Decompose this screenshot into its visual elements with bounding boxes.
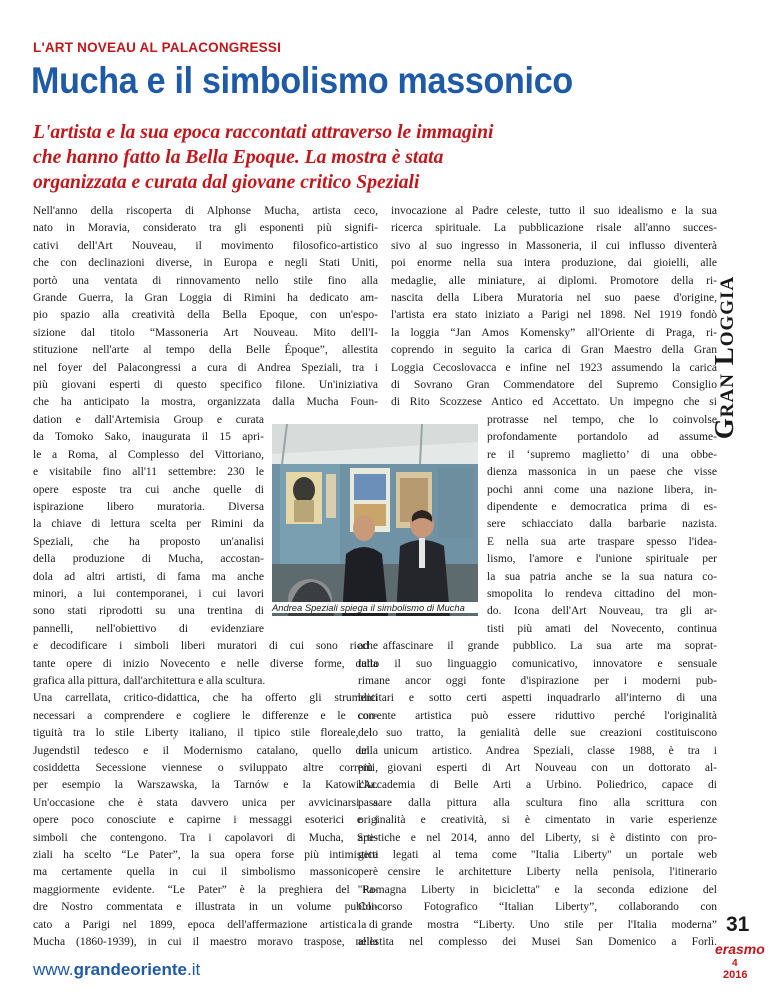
- text-line: del suo tratto, la genialità delle sue creazioni costituiscono: [358, 727, 717, 740]
- text-line: maggiormente evidente. “Le Pater” è la preghiera del Pa-: [33, 883, 378, 896]
- text-line: Concorso Fotografico “Italian Liberty”, collaborando con: [358, 901, 717, 914]
- text-line: necessari a comprendere e cogliere le differenze e le con-: [33, 709, 378, 722]
- page-number: 31: [726, 913, 750, 936]
- text-line: ma certamente quella in cui il simbolismo massonico è: [33, 866, 378, 879]
- text-line: simboli che contengono. Tra i capolavori di Mucha, Spe-: [33, 831, 378, 844]
- article-column-1: [33, 203, 378, 951]
- text-line: cosiddetta Secessione viennese o sviluppato altre correnti,: [33, 762, 378, 774]
- website-link[interactable]: [33, 960, 200, 980]
- text-line: le a Roma, al Complesso del Vittoriano,: [33, 448, 264, 461]
- text-line: per censire le architetture Liberty nella penisola, l'itinerario: [358, 866, 717, 879]
- text-line: passare dalla pittura alla scultura fino alla scrittura con: [358, 796, 717, 809]
- text-line: pochi anni come una nazione libera, in-: [487, 483, 717, 496]
- text-line: della produzione di Mucha, accostan-: [33, 553, 264, 566]
- text-line: cato a Parigi nel 1899, epoca dell'affermazione artistica di: [33, 918, 378, 931]
- text-line: tiguità tra lo stile Liberty italiano, il tipico stile floreale, lo: [33, 727, 378, 740]
- text-line: Un'occasione che è stata davvero unica per avvicinarsi a: [33, 796, 378, 809]
- text-line: medaglie, alle miniature, ai diplomi. Promotore della ri-: [391, 274, 717, 287]
- text-line: che ha anticipato la mostra, organizzata dalla Mucha Foun-: [33, 396, 378, 409]
- text-line: e visitabile fino all'11 settembre: 230 le: [33, 466, 264, 479]
- text-line: da Tomoko Sako, inaugurata il 15 apri-: [33, 431, 264, 444]
- text-line: Speziali, che ha proposto un'analisi: [33, 535, 264, 548]
- text-line: la chiave di lettura scelta per Rimini da: [33, 518, 264, 531]
- text-line: sivo al suo ingresso in Massoneria, il cui influsso diventerà: [391, 239, 717, 252]
- text-line: sere schiacciato dalla barbarie nazista.: [487, 518, 717, 531]
- text-line: pannelli, nell'obiettivo di evidenziare: [33, 622, 264, 635]
- text-line: Nell'anno della riscoperta di Alphonse Mucha, artista ceco,: [33, 205, 378, 217]
- text-line: allestita nel complesso dei Musei San Domenico a Forlì.: [358, 936, 717, 949]
- text-line: che con declinazioni diverse, in Europa e negli Stati Uniti,: [33, 257, 378, 270]
- text-line: tutto il suo linguaggio comunicativo, innovatore e sensuale: [358, 657, 717, 670]
- text-line: rimane ancor oggi fonte d'ispirazione per i moderni pub-: [358, 674, 717, 687]
- text-line: opere esposte tra cui anche quelle di: [33, 483, 264, 496]
- text-line: pio spazio alla creatività della Bella Epoque, con un'espo-: [33, 309, 378, 322]
- text-line: ricerca spirituale. La pubblicazione risale all'anno succes-: [391, 222, 717, 235]
- text-line: l'Accademia di Belle Arti a Urbino. Poliedrico, capace di: [358, 779, 717, 792]
- site-name: grandeoriente: [73, 960, 187, 979]
- text-line: per esempio la Warszawska, la Tarnów e la Katowicka.: [33, 779, 378, 792]
- text-line: grafica alla pittura, dall'architettura e alla scultura.: [33, 674, 266, 687]
- text-line: originalità e creatività, si è cimentato in varie esperienze: [358, 814, 717, 827]
- text-line: un unicum artistico. Andrea Speziali, classe 1988, è tra i: [358, 744, 717, 757]
- text-line: ispirazione libero muratoria. Diversa: [33, 500, 264, 513]
- text-line: dation e dall'Artemisia Group e curata: [33, 413, 264, 426]
- text-line: sono stati riprodotti su una trentina di: [33, 605, 264, 618]
- text-line: Una carrellata, critico-didattica, che ha offerto gli strumenti: [33, 692, 378, 705]
- text-line: profondamente portandolo ad assume-: [487, 431, 717, 444]
- text-line: do. Icona dell'Art Nouveau, tra gli ar-: [487, 605, 717, 618]
- issue-year: 2016: [723, 969, 748, 981]
- text-line: ''Romagna Liberty in bicicletta'' e la seconda edizione del: [358, 883, 717, 896]
- magazine-logo: erasmo: [715, 941, 765, 957]
- text-line: Mucha (1860-1939), in cui il maestro moravo traspose, nella: [33, 936, 378, 949]
- photo-caption: Andrea Speziali spiega il simbolismo di Mucha: [272, 602, 478, 613]
- subtitle: [33, 120, 643, 195]
- text-line: cativi dell'Art Nouveau, il movimento filosofico-artistico: [33, 239, 378, 252]
- text-line: portò una ventata di rinnovamento nello stile fino alla: [33, 274, 378, 287]
- text-line: Jugendstil tedesco e il Modernismo catalano, quello della: [33, 744, 378, 757]
- text-line: tisti più amati del Novecento, continua: [487, 622, 717, 635]
- text-line: ad affascinare il grande pubblico. La sua arte ma soprat-: [358, 640, 717, 653]
- subtitle-line: organizzata e curata dal giovane critico Speziali: [33, 172, 420, 193]
- text-line: dre Nostro commentata e illustrata in un volume pubbli-: [33, 901, 378, 914]
- text-line: protrasse nel tempo, che lo coinvolse: [487, 413, 717, 426]
- text-line: tante opere di inizio Novecento e nelle diverse forme, dalla: [33, 657, 378, 670]
- text-line: E nella sua arte traspare spesso l'idea-: [487, 535, 717, 548]
- text-line: più giovani esperti di Art Nouveau con un dottorato al-: [358, 762, 717, 774]
- text-line: artistiche e nel 2014, anno del Liberty, si è distinto con pro-: [358, 831, 717, 844]
- text-line: dipendente e democratica prima di es-: [487, 500, 717, 513]
- section-label-text: Gran Loggia: [709, 275, 739, 440]
- text-line: nel foyer del Palacongressi a cura di Andrea Speziali, tra i: [33, 361, 378, 374]
- text-line: minori, a lui contemporanei, i cui lavori: [33, 587, 264, 600]
- text-line: più giovani esperti di questo specifico filone. Un'iniziativa: [33, 379, 378, 392]
- subtitle-line: L'artista e la sua epoca raccontati attraverso le immagini: [33, 122, 494, 143]
- text-line: di Rito Scozzese Antico ed Accettato. Un impegno che si: [391, 396, 717, 409]
- text-line: getti legati al tema come ''Italia Liberty'' un portale web: [358, 849, 717, 862]
- text-line: nascita della Libera Muratoria nel suo paese d'origine,: [391, 292, 717, 305]
- text-line: di Sovrano Gran Commendatore del Supremo Consiglio: [391, 379, 717, 392]
- kicker: L'ART NOVEAU AL PALACONGRESSI: [33, 40, 282, 55]
- text-line: Grande Guerra, la Gran Loggia di Rimini ha dedicato am-: [33, 292, 378, 305]
- text-line: Loggia Cecoslovacca e infine nel 1923 assumendo la carica: [391, 361, 717, 374]
- text-line: blicitari e sotto certi aspetti inquadrarlo all'interno di una: [358, 692, 717, 705]
- text-line: e decodificare i simboli liberi muratori di cui sono ricche: [33, 640, 378, 653]
- text-line: invocazione al Padre celeste, tutto il suo idealismo e la sua: [391, 205, 717, 217]
- text-line: sizione dal titolo “Massoneria Art Nouveau. Mito dell'I-: [33, 326, 378, 339]
- text-line: l'artista era stato iniziato a Parigi nel 1898. Nel 1919 fondò: [391, 309, 717, 322]
- text-line: la grande mostra “Liberty. Uno stile per l'Italia moderna”: [358, 918, 717, 931]
- text-line: dola ad altri artisti, di fama ma anche: [33, 570, 264, 583]
- issue-number: 4: [732, 958, 738, 969]
- text-line: smopolita lo rendeva cittadino del mon-: [487, 587, 717, 600]
- text-line: lismo, l'amore e l'unione spirituale per: [487, 553, 717, 566]
- page-title: Mucha e il simbolismo massonico: [31, 60, 573, 101]
- text-line: la sua patria anche se la sua natura co-: [487, 570, 717, 583]
- text-line: ziali ha scelto “Le Pater”, la sua opera forse più intimistica: [33, 849, 378, 862]
- site-suffix: .it: [186, 960, 201, 979]
- text-line: nato in Moravia, considerato tra gli esponenti più signifi-: [33, 222, 378, 235]
- text-line: opere poco conosciute e capirne i messaggi esoterici e i: [33, 814, 378, 827]
- text-line: poi enorme nella sua intera produzione, dai gioielli, alle: [391, 257, 717, 270]
- text-line: dienza massonica in un paese che visse: [487, 466, 717, 479]
- text-line: la loggia “Jan Amos Komensky” all'Oriente di Praga, ri-: [391, 326, 717, 339]
- site-prefix: www.: [33, 960, 74, 979]
- text-line: coprendo in seguito la carica di Gran Maestro della Gran: [391, 344, 717, 357]
- text-line: corrente artistica può essere riduttivo perché l'originalità: [358, 709, 717, 722]
- text-line: re il ‘supremo maglietto’ di una obbe-: [487, 448, 717, 461]
- text-line: stituzione nell'arte al tempo della Belle Époque”, allestita: [33, 344, 378, 357]
- subtitle-line: che hanno fatto la Bella Epoque. La mostra è stata: [33, 147, 444, 168]
